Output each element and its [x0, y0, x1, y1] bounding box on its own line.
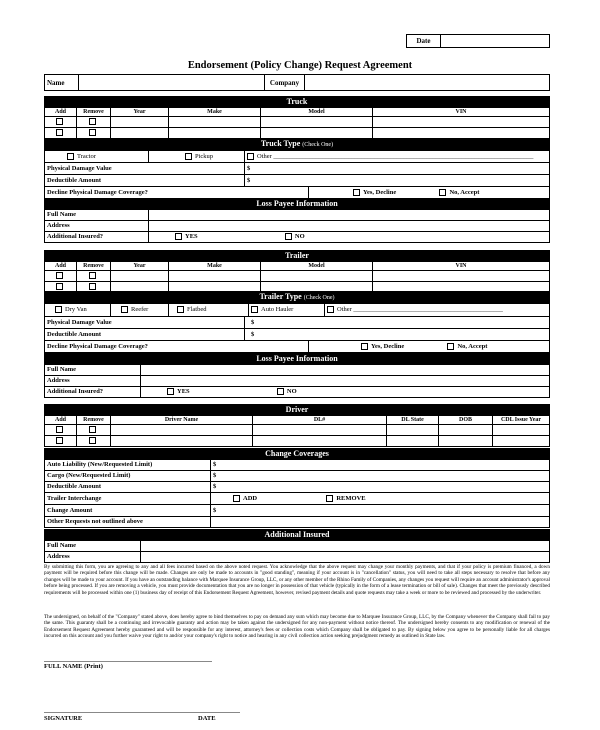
driver-col-name: Driver Name [111, 416, 253, 425]
driver-col-dl: DL# [253, 416, 387, 425]
truck-loss-payee-header: Loss Payee Information [45, 199, 550, 210]
driver-row [45, 436, 550, 447]
terms-paragraph: By submitting this form, you are agreeing to any and all fees incurred based on the above noted request. You acknowledge that the above request may change your monthly payments, and that if your policy is premium financed, a down payment will be required before this change will be made. Changes are only be made to accounts in "good standing", meaning if your account is in "cancellation" status, you will need to take all steps necessary to resolve that before any changes will be made to your account. If you have an outstanding balance with Marquee Insurance Group, LLC, or any other member of the Rhino Family of Companies, any changes you request will require an account administrator's approval before being processed. If you are removing a vehicle, you must provide documentation that you are no longer in possession of that vehicle (typically in the form of a lease termination or bill of sale). Changes that meet the previously described requirements will be processed within one (1) business day of receipt of this Endorsement Request Agreement, however, revised payment details and quote requests may take a week or more to be reviewed and processed by the underwriter. [44, 564, 550, 596]
interchange-add-checkbox[interactable] [233, 495, 240, 502]
truck-ai-no-label: NO [294, 233, 305, 240]
truck-col-add: Add [45, 108, 77, 117]
truck-model-field[interactable] [261, 128, 373, 139]
truck-type-header: Truck Type [260, 139, 301, 148]
trailer-type-header: Trailer Type [259, 292, 302, 301]
truck-deductible-field[interactable]: $ [245, 175, 550, 187]
cargo-field[interactable]: $ [211, 471, 550, 482]
tractor-label: Tractor [77, 152, 96, 160]
trailer-col-make: Make [169, 262, 261, 271]
truck-ai-yes-label: YES [185, 233, 198, 240]
name-field[interactable] [79, 75, 265, 91]
trailer-deductible-field[interactable]: $ [245, 329, 550, 341]
truck-model-field[interactable] [261, 117, 373, 128]
truck-other-label: Other ________________________________________________________________________________ [257, 152, 534, 160]
trailer-col-add: Add [45, 262, 77, 271]
driver-name-field[interactable] [111, 436, 253, 447]
name-company-row [44, 74, 550, 91]
truck-header: Truck [45, 97, 550, 108]
driver-col-dl-state: DL State [387, 416, 439, 425]
change-amount-label: Change Amount [45, 505, 211, 517]
trailer-loss-full-name-field[interactable] [141, 365, 550, 376]
driver-remove-checkbox[interactable] [89, 426, 96, 433]
additional-insured-header: Additional Insured [45, 530, 550, 541]
truck-col-model: Model [261, 108, 373, 117]
driver-dob-field[interactable] [439, 425, 493, 436]
driver-dl-field[interactable] [253, 425, 387, 436]
trailer-loss-full-name-label: Full Name [45, 365, 141, 376]
cargo-label: Cargo (New/Requested Limit) [45, 471, 211, 482]
truck-loss-full-name-label: Full Name [45, 210, 149, 221]
truck-no-accept-label: No, Accept [449, 188, 480, 196]
truck-remove-checkbox[interactable] [89, 129, 96, 136]
change-amount-field[interactable]: $ [211, 505, 550, 517]
truck-row [45, 117, 550, 128]
truck-make-field[interactable] [169, 128, 261, 139]
trailer-yes-decline-label: Yes, Decline [371, 342, 405, 350]
additional-insured-section [44, 529, 550, 563]
driver-col-remove: Remove [77, 416, 111, 425]
truck-col-remove: Remove [77, 108, 111, 117]
truck-yes-decline-label: Yes, Decline [363, 188, 397, 196]
trailer-additional-insured-label: Additional Insured? [45, 387, 141, 398]
name-label: Name [45, 75, 79, 91]
other-requests-label: Other Requests not outlined above [45, 517, 211, 528]
trailer-header: Trailer [45, 251, 550, 262]
driver-add-checkbox[interactable] [56, 437, 63, 444]
interchange-add-label: ADD [243, 494, 258, 502]
trailer-ai-yes-label: YES [177, 388, 190, 395]
other-requests-field[interactable] [211, 517, 550, 528]
truck-no-accept-checkbox[interactable] [439, 189, 446, 196]
truck-loss-address-label: Address [45, 221, 149, 232]
trailer-remove-checkbox[interactable] [89, 272, 96, 279]
trailer-loss-address-field[interactable] [141, 376, 550, 387]
trailer-no-accept-label: No, Accept [457, 342, 488, 350]
truck-vin-field[interactable] [373, 128, 550, 139]
truck-remove-checkbox[interactable] [89, 118, 96, 125]
truck-loss-full-name-field[interactable] [149, 210, 550, 221]
date-box [406, 34, 550, 48]
trailer-type-section [44, 291, 550, 317]
truck-col-vin: VIN [373, 108, 550, 117]
pickup-label: Pickup [195, 152, 214, 160]
trailer-add-checkbox[interactable] [56, 283, 63, 290]
trailer-section [44, 250, 550, 293]
trailer-deductible-label: Deductible Amount [45, 329, 245, 341]
date-sign-label: DATE [198, 715, 216, 722]
trailer-physical-damage-label: Physical Damage Value [45, 317, 245, 329]
truck-year-field[interactable] [111, 117, 169, 128]
driver-name-field[interactable] [111, 425, 253, 436]
coverage-deductible-label: Deductible Amount [45, 482, 211, 493]
driver-col-dob: DOB [439, 416, 493, 425]
guaranty-paragraph: The undersigned, on behalf of the "Company" stated above, does hereby agree to bind themselves to pay on demand any sum which may become due to Marquee Insurance Group, LLC, by the Company whenever the Company shall fail to pay the same. This guaranty shall be a continuing and irrevocable guaranty and action may be taken against the undersigned for any non-payment without notice thereof. The undersigned hereby consents to any modification or renewal of the Endorsement Request Agreement hereby guaranteed and will be responsible for any interest, attorney's fees or collection costs which Company shall be obligated to pay. By signing below you agree to be personally liable for all charges incurred on this account and you further waive your right to and/or your company's right to notice and hearing in any civil collection action seeking prejudgment remedy as outlined in State law. [44, 614, 550, 640]
driver-remove-checkbox[interactable] [89, 437, 96, 444]
truck-deductible-label: Deductible Amount [45, 175, 245, 187]
trailer-year-field[interactable] [111, 271, 169, 282]
trailer-row [45, 271, 550, 282]
trailer-ai-no-label: NO [286, 388, 297, 395]
trailer-vin-field[interactable] [373, 271, 550, 282]
truck-add-checkbox[interactable] [56, 129, 63, 136]
driver-dob-field[interactable] [439, 436, 493, 447]
driver-header: Driver [45, 405, 550, 416]
truck-vin-field[interactable] [373, 117, 550, 128]
truck-physical-damage-field[interactable]: $ [245, 163, 550, 175]
auto-hauler-label: Auto Hauler [261, 306, 294, 313]
interchange-remove-label: REMOVE [336, 494, 366, 502]
trailer-col-model: Model [261, 262, 373, 271]
signature-line[interactable] [44, 712, 240, 713]
trailer-add-checkbox[interactable] [56, 272, 63, 279]
truck-make-field[interactable] [169, 117, 261, 128]
ai-address-label: Address [45, 552, 141, 563]
truck-type-note: (Check One) [302, 142, 334, 148]
dry-van-checkbox[interactable] [55, 306, 62, 313]
driver-dl-field[interactable] [253, 436, 387, 447]
full-name-print-label: FULL NAME (Print) [44, 663, 103, 670]
full-name-line[interactable] [44, 661, 212, 662]
truck-ai-yes-checkbox[interactable] [175, 233, 182, 240]
truck-type-section [44, 138, 550, 243]
driver-row [45, 425, 550, 436]
truck-col-year: Year [111, 108, 169, 117]
ai-full-name-field[interactable] [141, 541, 550, 552]
date-label: Date [407, 35, 441, 48]
auto-liability-field[interactable]: $ [211, 460, 550, 471]
truck-yes-decline-checkbox[interactable] [353, 189, 360, 196]
company-label: Company [265, 75, 305, 91]
ai-full-name-label: Full Name [45, 541, 141, 552]
driver-add-checkbox[interactable] [56, 426, 63, 433]
trailer-type-note: (Check One) [303, 295, 335, 301]
reefer-checkbox[interactable] [121, 306, 128, 313]
flatbed-checkbox[interactable] [177, 306, 184, 313]
driver-section [44, 404, 550, 447]
trailer-coverage-section [44, 316, 550, 353]
date-field[interactable] [441, 35, 550, 48]
truck-other-checkbox[interactable] [247, 153, 254, 160]
truck-add-checkbox[interactable] [56, 118, 63, 125]
trailer-yes-decline-checkbox[interactable] [361, 343, 368, 350]
auto-liability-label: Auto Liability (New/Requested Limit) [45, 460, 211, 471]
trailer-loss-payee-section [44, 353, 550, 398]
flatbed-label: Flatbed [187, 306, 207, 313]
trailer-loss-address-label: Address [45, 376, 141, 387]
coverages-header: Change Coverages [45, 449, 550, 460]
trailer-ai-no-checkbox[interactable] [277, 388, 284, 395]
tractor-checkbox[interactable] [67, 153, 74, 160]
page-title: Endorsement (Policy Change) Request Agreement [187, 60, 413, 71]
trailer-physical-damage-field[interactable]: $ [245, 317, 550, 329]
driver-dl-state-field[interactable] [387, 436, 439, 447]
ai-address-field[interactable] [141, 552, 550, 563]
trailer-col-year: Year [111, 262, 169, 271]
coverages-section [44, 448, 550, 528]
company-field[interactable] [305, 75, 550, 91]
auto-hauler-checkbox[interactable] [251, 306, 258, 313]
coverage-deductible-field[interactable]: $ [211, 482, 550, 493]
trailer-make-field[interactable] [169, 271, 261, 282]
driver-dl-state-field[interactable] [387, 425, 439, 436]
trailer-loss-payee-header: Loss Payee Information [45, 354, 550, 365]
driver-col-cdl-year: CDL Issue Year [493, 416, 550, 425]
driver-col-add: Add [45, 416, 77, 425]
truck-col-make: Make [169, 108, 261, 117]
trailer-ai-yes-checkbox[interactable] [167, 388, 174, 395]
trailer-other-checkbox[interactable] [327, 306, 334, 313]
truck-loss-address-field[interactable] [149, 221, 550, 232]
trailer-no-accept-checkbox[interactable] [447, 343, 454, 350]
truck-row [45, 128, 550, 139]
trailer-col-vin: VIN [373, 262, 550, 271]
truck-additional-insured-label: Additional Insured? [45, 232, 149, 243]
signature-label: SIGNATURE [44, 715, 83, 722]
trailer-other-label: Other ______________________________________________ [337, 306, 503, 313]
trailer-decline-label: Decline Physical Damage Coverage? [45, 341, 309, 353]
trailer-interchange-label: Trailer Interchange [45, 493, 211, 505]
truck-year-field[interactable] [111, 128, 169, 139]
truck-ai-no-checkbox[interactable] [285, 233, 292, 240]
trailer-model-field[interactable] [261, 271, 373, 282]
reefer-label: Reefer [131, 306, 149, 313]
driver-cdl-year-field[interactable] [493, 436, 550, 447]
driver-cdl-year-field[interactable] [493, 425, 550, 436]
dry-van-label: Dry Van [65, 306, 87, 313]
truck-physical-damage-label: Physical Damage Value [45, 163, 245, 175]
truck-decline-label: Decline Physical Damage Coverage? [45, 187, 309, 199]
trailer-remove-checkbox[interactable] [89, 283, 96, 290]
pickup-checkbox[interactable] [185, 153, 192, 160]
interchange-remove-checkbox[interactable] [326, 495, 333, 502]
truck-section [44, 96, 550, 139]
trailer-col-remove: Remove [77, 262, 111, 271]
